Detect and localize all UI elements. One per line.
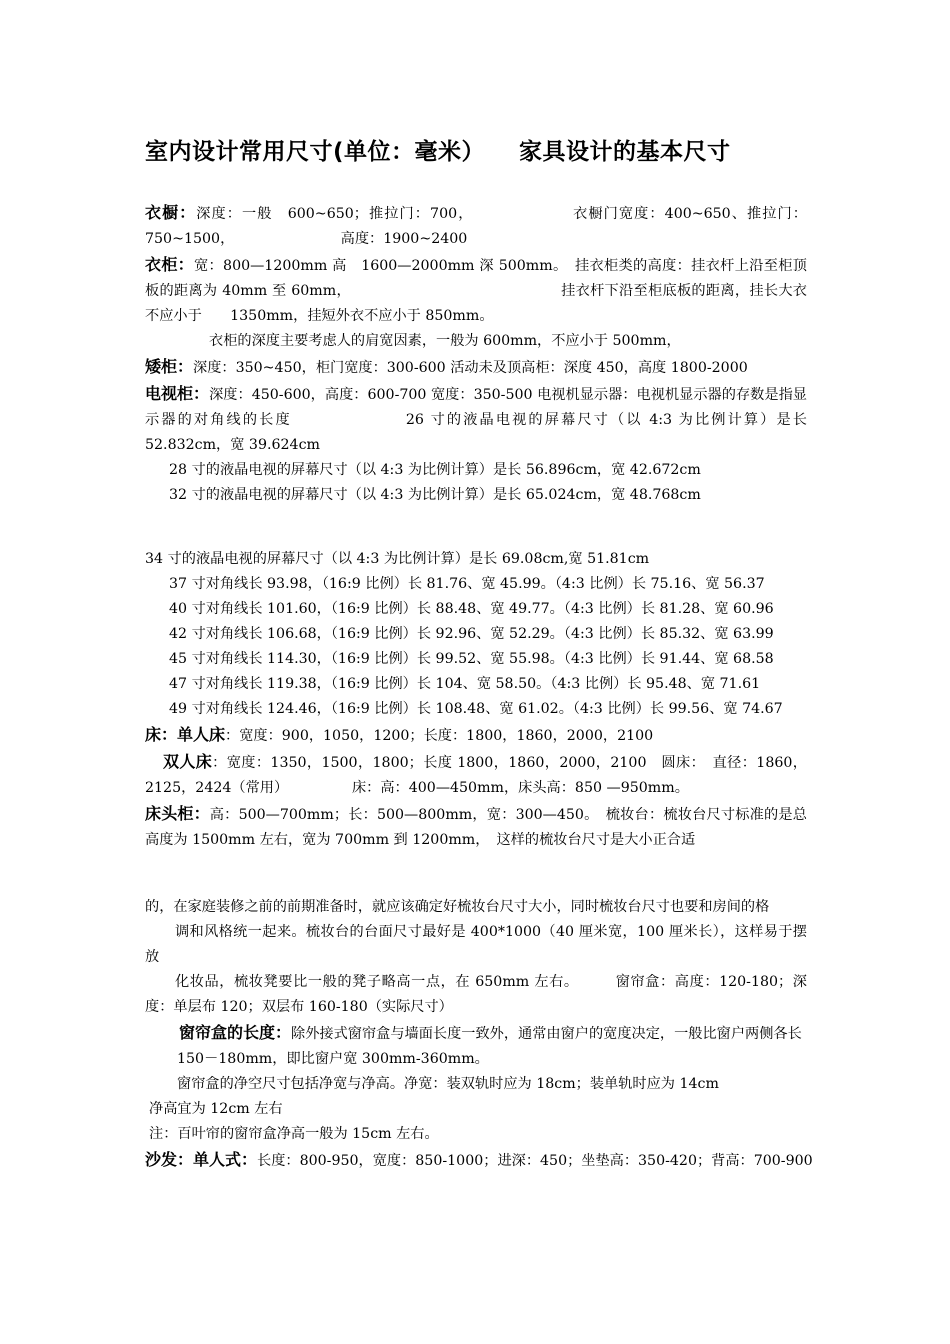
paragraph-note-blinds: 注：百叶帘的窗帘盒净高一般为 15cm 左右。 — [149, 1126, 439, 1142]
paragraph-closet-depth: 衣柜的深度主要考虑人的肩宽因素，一般为 600mm，不应小于 500mm， — [209, 333, 681, 349]
paragraph-dresser-1: 的，在家庭装修之前的前期准备时，就应该确定好梳妆台尺寸大小，同时梳妆台尺寸也要和房间的格 — [145, 899, 770, 915]
paragraph-closet: 衣柜：宽：800—1200mm 高 1600—2000mm 深 500mm。 挂衣柜类的高度：挂衣杆上沿至柜顶板的距离为 40mm 至 60mm， 挂衣杆下沿至柜底板的距离，挂长大衣不应小于 1350mm，挂短外衣不应小于 850mm。 — [145, 255, 807, 324]
paragraph-low-cabinet: 矮柜：深度：350~450，柜门宽度：300-600 活动未及顶高柜：深度 450，高度 1800-2000 — [145, 357, 748, 376]
page-title — [145, 133, 845, 166]
section-wardrobe-tv — [145, 200, 807, 508]
paragraph-tv-40: 40 寸对角线长 101.60，（16:9 比例）长 88.48、宽 49.77。（4:3 比例）长 81.28、宽 60.96 — [169, 601, 774, 617]
paragraph-double-bed: 双人床：宽度：1350，1500，1800；长度 1800，1860，2000，2100 圆床： 直径：1860，2125，2424（常用） 床：高：400—450mm，床头高：850 —950mm。 — [145, 752, 807, 796]
paragraph-tv-42: 42 寸对角线长 106.68，（16:9 比例）长 92.96、宽 52.29。（4:3 比例）长 85.32、宽 63.99 — [169, 626, 774, 642]
paragraph-curtain-length: 窗帘盒的长度：除外接式窗帘盒与墙面长度一致外，通常由窗户的宽度决定，一般比窗户两侧各长 — [179, 1023, 802, 1042]
paragraph-sofa: 沙发：单人式：长度：800-950，宽度：850-1000；进深：450；坐垫高：350-420；背高：700-900 — [145, 1150, 813, 1169]
section-dresser-curtain-sofa — [145, 895, 813, 1174]
paragraph-single-bed: 床：单人床：宽度：900，1050，1200；长度：1800，1860，2000，2100 — [145, 725, 654, 744]
paragraph-tv-47: 47 寸对角线长 119.38，（16:9 比例）长 104、宽 58.50。（4:3 比例）长 95.48、宽 71.61 — [169, 676, 761, 692]
title-left: 室内设计常用尺寸(单位：毫米） — [145, 139, 486, 165]
paragraph-curtain-clearance: 窗帘盒的净空尺寸包括净宽与净高。净宽：装双轨时应为 18cm；装单轨时应为 14cm — [177, 1076, 719, 1092]
paragraph-curtain-range: 150－180mm，即比窗户宽 300mm-360mm。 — [177, 1051, 489, 1067]
paragraph-nightstand: 床头柜：高：500—700mm；长：500—800mm，宽：300—450。 梳妆台：梳妆台尺寸标准的是总高度为 1500mm 左右，宽为 700mm 到 1200mm， 这样的梳妆台尺寸是大小正合适 — [145, 804, 807, 848]
paragraph-wardrobe: 衣橱：深度：一般 600~650；推拉门：700， 衣橱门宽度：400~650、推拉门：750~1500， 高度：1900~2400 — [145, 203, 807, 247]
section-tv-sizes-bed — [145, 547, 807, 853]
paragraph-tv-cabinet: 电视柜：深度：450-600，高度：600-700 宽度：350-500 电视机显示器：电视机显示器的存数是指显示器的对角线的长度 26 寸的液晶电视的屏幕尺寸（以 4:3 为比例计算）是长 52.832cm，宽 39.624cm — [145, 384, 807, 453]
paragraph-tv-32: 32 寸的液晶电视的屏幕尺寸（以 4:3 为比例计算）是长 65.024cm，宽 48.768cm — [169, 487, 701, 503]
paragraph-tv-28: 28 寸的液晶电视的屏幕尺寸（以 4:3 为比例计算）是长 56.896cm，宽 42.672cm — [169, 462, 701, 478]
paragraph-tv-34: 34 寸的液晶电视的屏幕尺寸（以 4:3 为比例计算）是长 69.08cm,宽 51.81cm — [145, 551, 650, 567]
title-right: 家具设计的基本尺寸 — [519, 139, 731, 165]
paragraph-tv-45: 45 寸对角线长 114.30，（16:9 比例）长 99.52、宽 55.98。（4:3 比例）长 91.44、宽 68.58 — [169, 651, 774, 667]
paragraph-tv-37: 37 寸对角线长 93.98，（16:9 比例）长 81.76、宽 45.99。（4:3 比例）长 75.16、宽 56.37 — [169, 576, 765, 592]
paragraph-tv-49: 49 寸对角线长 124.46，（16:9 比例）长 108.48、宽 61.02。（4:3 比例）长 99.56、宽 74.67 — [169, 701, 783, 717]
paragraph-dresser-3: 化妆品，梳妆凳要比一般的凳子略高一点，在 650mm 左右。 窗帘盒：高度：120-180；深度：单层布 120；双层布 160-180（实际尺寸） — [145, 974, 807, 1015]
paragraph-dresser-2: 调和风格统一起来。梳妆台的台面尺寸最好是 400*1000（40 厘米宽，100 厘米长），这样易于摆放 — [145, 924, 807, 965]
paragraph-curtain-height: 净高宜为 12cm 左右 — [149, 1101, 283, 1117]
